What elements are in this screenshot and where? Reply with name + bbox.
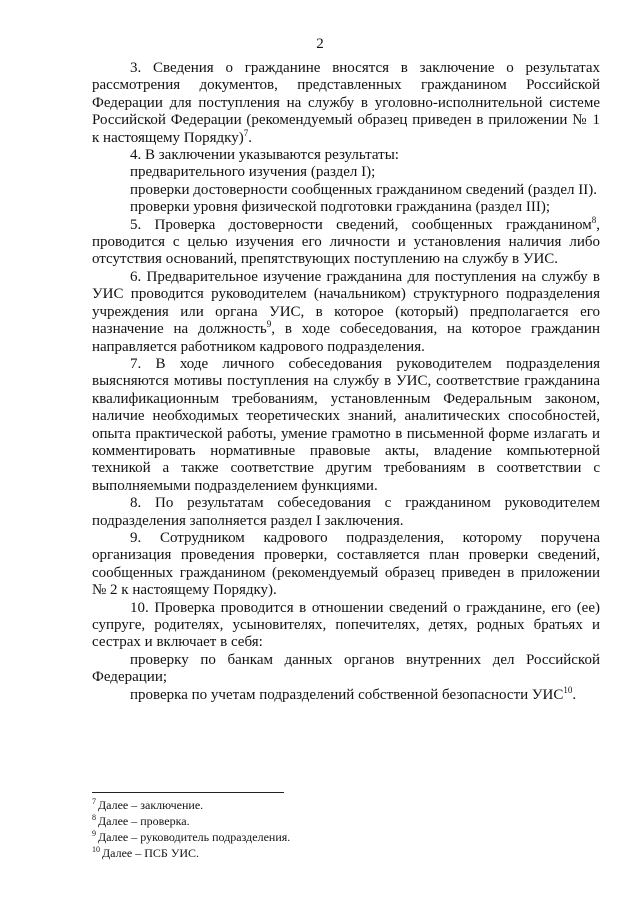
page-number: 2 xyxy=(316,36,324,52)
footnote-ref: 9 xyxy=(266,319,272,330)
paragraph-10: 10. Проверка проводится в отношении сведений о гражданине, его (ее) супруге, родителях, усыновителях, попечителях, детях, родных братьях и сестрах и включает в себя: xyxy=(92,599,600,651)
footnote-10: $^{10}$ Далее – ПСБ УИС. xyxy=(92,845,199,860)
footnotes xyxy=(92,797,600,861)
paragraph-7: 7. В ходе личного собеседования руководителем подразделения выясняются мотивы поступления на службу в УИС, соответствие гражданина квалификационным требованиям, установленным Федеральным законом, наличие необходимых теоретических знаний, аналитических способностей, опыта практической работы, умение грамотно в письменной форме излагать и комментировать нормативные правовые акты, владение компьютерной техникой а также соответствие другим требованиям в соответствии с выполняемыми подразделением функциями. xyxy=(92,355,600,494)
paragraph-3: 3. Сведения о гражданине вносятся в заключение о результатах рассмотрения документов, представленных гражданином Российской Федерации для поступления на службу в уголовно-исполнительной системе Российской Федерации (рекомендуемый образец приведен в приложении № 1 к настоящему Порядку)$^7$. xyxy=(92,60,600,146)
footnote-ref: 10 xyxy=(563,684,573,695)
footnote-8: $^8$ Далее – проверка. xyxy=(92,813,190,828)
body-text xyxy=(92,60,600,704)
footnote-ref: 8 xyxy=(591,214,597,225)
footnote-ref: 7 xyxy=(243,127,249,138)
paragraph-10-item-2: проверка по учетам подразделений собственной безопасности УИС$^{10}$. xyxy=(130,684,577,703)
footnote-9: $^9$ Далее – руководитель подразделения. xyxy=(92,829,291,844)
paragraph-4-item-1: предварительного изучения (раздел I); xyxy=(130,164,376,181)
paragraph-10-item-1: проверку по банкам данных органов внутренних дел Российской Федерации; xyxy=(92,651,600,686)
paragraph-4: 4. В заключении указываются результаты: xyxy=(130,147,399,164)
paragraph-6: 6. Предварительное изучение гражданина для поступления на службу в УИС проводится руководителем (начальником) структурного подразделения учреждения или органа УИС, в которое (который) предполагается его назначение на должность$^9$, в ходе собеседования, на которое гражданин направляется работником кадрового подразделения. xyxy=(92,268,600,355)
paragraph-4-item-2: проверки достоверности сообщенных гражданином сведений (раздел II). xyxy=(130,181,597,198)
footnote-separator xyxy=(92,792,284,793)
paragraph-9: 9. Сотрудником кадрового подразделения, которому поручена организация проведения проверки, составляется план проверки сведений, сообщенных гражданином (рекомендуемый образец приведен в приложении № 2 к настоящему Порядку). xyxy=(92,529,600,599)
paragraph-4-item-3: проверки уровня физической подготовки гражданина (раздел III); xyxy=(130,199,550,216)
paragraph-5: 5. Проверка достоверности сведений, сообщенных гражданином$^8$, проводится с целью изучения его личности и установления наличия либо отсутствия оснований, препятствующих поступлению на службу в УИС. xyxy=(92,214,600,268)
footnote-7: $^7$ Далее – заключение. xyxy=(92,797,204,812)
paragraph-8: 8. По результатам собеседования с гражданином руководителем подразделения заполняется раздел I заключения. xyxy=(92,495,600,529)
